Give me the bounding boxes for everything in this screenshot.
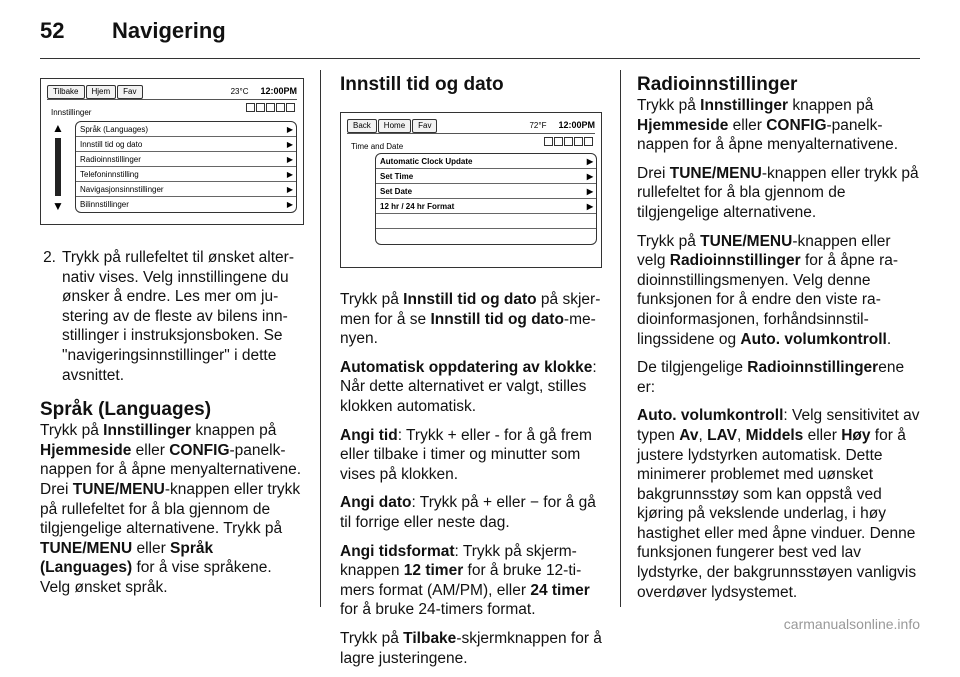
menu-item: Set Date ▶	[376, 184, 596, 199]
chevron-right-icon: ▶	[286, 185, 294, 194]
column-divider-1	[320, 70, 321, 607]
chevron-right-icon: ▶	[586, 157, 594, 166]
radio-available-paragraph: De tilgjengelige Radioinnstillingerene er:	[637, 359, 905, 396]
home-button: Home	[378, 119, 411, 133]
menu-item: Bilinnstillinger ▶	[76, 197, 296, 212]
chevron-right-icon: ▶	[286, 125, 294, 134]
back-button: Tilbake	[47, 85, 85, 99]
home-button: Hjem	[86, 85, 117, 99]
screen-topbar	[47, 85, 297, 100]
page-number: 52	[40, 18, 65, 43]
step-number: 2.	[43, 249, 56, 266]
screen-topbar	[347, 119, 595, 134]
auto-volume-paragraph: Auto. volumkontroll: Velg sensitivitet av typen Av, LAV, Middels eller Høy for å justere lydstyrken automatisk. Dette minimerer problemet med uønsket bakgrunnsstøy som kan oppstå ved kjøring på vekslende underlag, i høy hastighet eller med åpne vinduer. Denne funksjonen fungerer best ved lav lydstyrke, der bakgrunnsstøyen vanligvis overdøver lydsystemet.	[637, 407, 920, 601]
chevron-right-icon: ▶	[286, 140, 294, 149]
scroll-up-icon: ▲	[52, 121, 64, 135]
screen-subtitle: Time and Date	[351, 142, 404, 151]
time-date-menu	[375, 153, 597, 245]
chevron-right-icon: ▶	[586, 202, 594, 211]
page-title: Navigering	[112, 18, 226, 43]
fav-button: Fav	[117, 85, 142, 99]
step-text: Trykk på rullefeltet til ønsket alternativ vises. Velg innstillingene du ønsker å endre. Les mer om justering av de fleste av bilens innstillinger i instruksjonsboken. Se "navigeringsinnstillinger" i dette avsnittet.	[62, 249, 295, 384]
status-icons	[544, 137, 593, 146]
set-time-paragraph: Angi tid: Trykk + eller - for å gå frem eller tilbake i timer og minutter som vises på klokken.	[340, 426, 592, 483]
language-paragraph: Trykk på Innstillinger knappen på Hjemmeside eller CONFIG-panelknappen for å åpne menyalternativene. Drei TUNE/MENU-knappen eller trykk på rullefeltet for å bla gjennom de tilgjengelige alternativene. Trykk på TUNE/MENU eller Språk (Languages) for å vise språkene. Velg ønsket språk.	[40, 422, 302, 596]
menu-item-empty	[376, 214, 596, 229]
menu-item: Radioinnstillinger ▶	[76, 152, 296, 167]
section-heading-language: Språk (Languages)	[40, 399, 212, 421]
menu-item: Språk (Languages) ▶	[76, 122, 296, 137]
clock: 12:00PM	[260, 86, 297, 97]
status-icon	[266, 103, 275, 112]
column-2	[340, 70, 605, 677]
scroll-track	[55, 138, 61, 196]
section-heading-radio: Radioinnstillinger	[637, 74, 798, 95]
status-info	[529, 116, 595, 136]
radio-intro: Trykk på Innstillinger knappen på Hjemmeside eller CONFIG-panelknappen for å åpne menyalternativene.	[637, 97, 899, 154]
chevron-right-icon: ▶	[286, 170, 294, 179]
time-format-paragraph: Angi tidsformat: Trykk på skjermknappen 12 timer for å bruke 12-timers format (AM/PM), eller 24 timer for å bruke 24-timers format.	[340, 542, 590, 619]
status-icons	[246, 103, 295, 112]
back-button: Back	[347, 119, 377, 133]
radio-menu-paragraph: Trykk på TUNE/MENU-knappen eller velg Radioinnstillinger for å åpne radioinnstillingsmenyen. Velg denne funksjonen for å endre den viste radioinformasjonen, forhåndsinnstillingssidene og Auto. volumkontroll.	[637, 232, 899, 348]
fav-button: Fav	[412, 119, 437, 133]
page-header	[40, 18, 226, 44]
header-rule	[40, 58, 920, 59]
scrollbar	[48, 121, 68, 217]
screen-subtitle: Innstillinger	[51, 108, 92, 117]
status-icon	[544, 137, 553, 146]
menu-item: Innstill tid og dato ▶	[76, 137, 296, 152]
chevron-right-icon: ▶	[286, 200, 294, 209]
clock: 12:00PM	[558, 120, 595, 131]
menu-item: 12 hr / 24 hr Format ▶	[376, 199, 596, 214]
time-date-intro: Trykk på Innstill tid og dato på skjermen for å se Innstill tid og dato-menyen.	[340, 291, 601, 348]
menu-item: Telefoninnstilling ▶	[76, 167, 296, 182]
status-icon	[554, 137, 563, 146]
temperature: 23°C	[230, 87, 249, 97]
status-icon	[574, 137, 583, 146]
step-item	[40, 248, 305, 385]
status-info	[231, 82, 297, 102]
settings-menu	[75, 121, 297, 213]
status-icon	[584, 137, 593, 146]
column-3	[637, 70, 922, 611]
menu-item: Set Time ▶	[376, 169, 596, 184]
settings-screenshot	[40, 78, 304, 225]
section-heading-time-date: Innstill tid og dato	[340, 74, 504, 95]
scroll-down-icon: ▼	[52, 199, 64, 213]
status-icon	[256, 103, 265, 112]
save-paragraph: Trykk på Tilbake-skjermknappen for å lagre justeringene.	[340, 629, 602, 667]
time-date-screenshot	[340, 112, 602, 268]
watermark: carmanualsonline.info	[783, 616, 920, 632]
radio-tune-paragraph: Drei TUNE/MENU-knappen eller trykk på rullefeltet for å bla gjennom de tilgjengelige alternativene.	[637, 164, 919, 221]
chevron-right-icon: ▶	[586, 172, 594, 181]
column-divider-2	[620, 70, 621, 607]
auto-clock-paragraph: Automatisk oppdatering av klokke: Når dette alternativet er valgt, stilles klokken automatisk.	[340, 358, 597, 415]
menu-item: Navigasjonsinnstillinger ▶	[76, 182, 296, 197]
status-icon	[286, 103, 295, 112]
column-1	[40, 70, 305, 607]
menu-item: Automatic Clock Update ▶	[376, 154, 596, 169]
set-date-paragraph: Angi dato: Trykk på + eller − for å gå til forrige eller neste dag.	[340, 494, 596, 531]
chevron-right-icon: ▶	[586, 187, 594, 196]
status-icon	[246, 103, 255, 112]
chevron-right-icon: ▶	[286, 155, 294, 164]
temperature: 72°F	[529, 121, 547, 131]
status-icon	[276, 103, 285, 112]
menu-item-empty	[376, 229, 596, 244]
status-icon	[564, 137, 573, 146]
